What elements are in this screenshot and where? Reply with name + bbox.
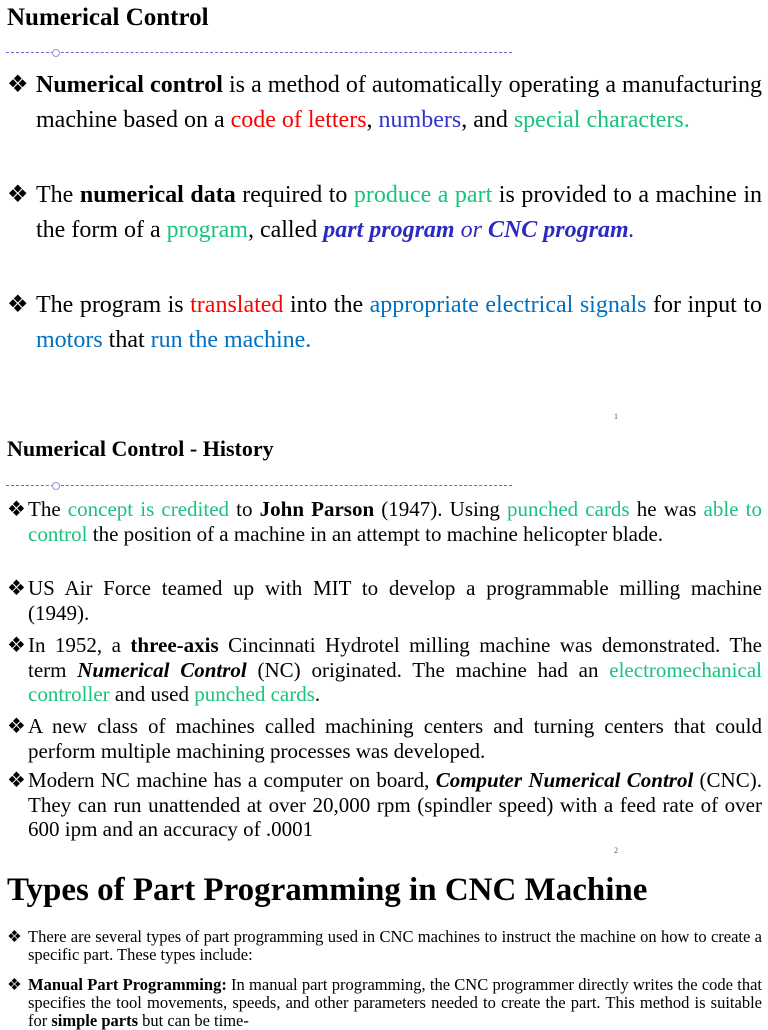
diamond-bullet-icon: ❖ — [7, 72, 29, 98]
slide-1-bullet-3: ❖ The program is translated into the appropriate electrical signals for input to motors that run the machine. — [7, 288, 762, 358]
diamond-bullet-icon: ❖ — [7, 576, 26, 600]
slide-2-divider — [6, 485, 512, 486]
slide-1-bullet-1: ❖ Numerical control is a method of automatically operating a manufacturing machine based on a code of letters, numbers, and special characters. — [7, 68, 762, 138]
slide-1-divider — [6, 52, 512, 53]
diamond-bullet-icon: ❖ — [7, 633, 26, 657]
slide-2-bullet-4: ❖ A new class of machines called machining centers and turning centers that could perform multiple machining processes was developed. — [7, 714, 762, 763]
diamond-bullet-icon: ❖ — [7, 497, 26, 521]
diamond-bullet-icon: ❖ — [7, 292, 29, 318]
diamond-bullet-icon: ❖ — [7, 768, 26, 792]
slide-1-page-number: 1 — [614, 412, 618, 421]
slide-2-bullet-2: ❖ US Air Force teamed up with MIT to develop a programmable milling machine (1949). — [7, 576, 762, 625]
slide-1-bullet-2: ❖ The numerical data required to produce a part is provided to a machine in the form of a program, called part program or CNC program. — [7, 178, 762, 248]
slide-2-page-number: 2 — [614, 846, 618, 855]
slide-3-bullet-1: ❖ There are several types of part programming used in CNC machines to instruct the machine on how to create a specific part. These types include: — [7, 927, 762, 964]
slide-2-bullet-1: ❖ The concept is credited to John Parson (1947). Using punched cards he was able to control the position of a machine in an attempt to machine helicopter blade. — [7, 497, 763, 546]
divider-dot-icon — [52, 482, 60, 490]
diamond-bullet-icon: ❖ — [7, 927, 22, 946]
diamond-bullet-icon: ❖ — [7, 975, 22, 994]
slide-2-bullet-3: ❖ In 1952, a three-axis Cincinnati Hydrotel milling machine was demonstrated. The term Numerical Control (NC) originated. The machine had an electromechanical controller and used punched cards. — [7, 633, 762, 706]
slide-3-title: Types of Part Programming in CNC Machine — [7, 872, 648, 908]
diamond-bullet-icon: ❖ — [7, 714, 26, 738]
slide-1-title: Numerical Control — [7, 4, 209, 31]
divider-dot-icon — [52, 49, 60, 57]
slide-2-title: Numerical Control - History — [7, 436, 274, 461]
diamond-bullet-icon: ❖ — [7, 182, 29, 208]
slide-3-bullet-2: ❖ Manual Part Programming: In manual part programming, the CNC programmer directly writes the code that specifies the tool movements, speeds, and other parameters needed to create the part. This method is suitable for simple parts but can be time- — [7, 975, 762, 1030]
slide-2-bullet-5: ❖ Modern NC machine has a computer on board, Computer Numerical Control (CNC). They can run unattended at over 20,000 rpm (spindler speed) with a feed rate of over 600 ipm and an accuracy of .0001 — [7, 768, 762, 841]
